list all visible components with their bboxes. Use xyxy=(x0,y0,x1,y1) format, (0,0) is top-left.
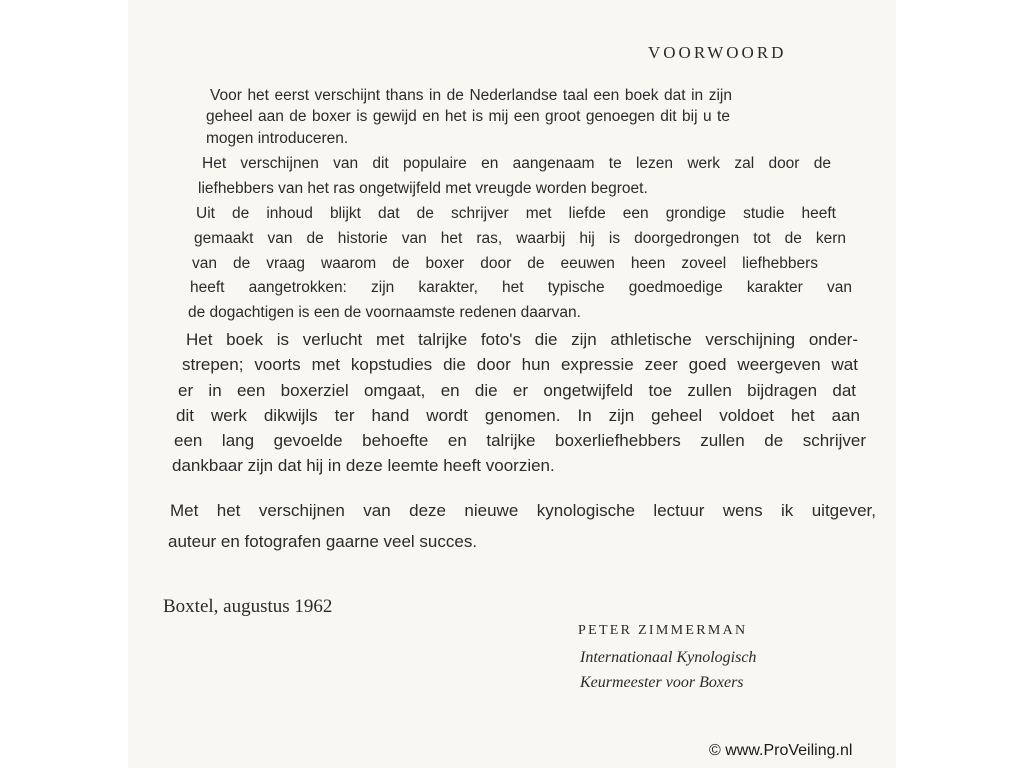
foreword-line: er in een boxerziel omgaat, en die er ongetwijfeld toe zullen bijdragen dat xyxy=(178,381,856,400)
foreword-line: mogen introduceren. xyxy=(206,130,349,147)
watermark: © www.ProVeiling.nl xyxy=(709,742,853,759)
page-heading: VOORWOORD xyxy=(648,43,787,62)
foreword-line: dankbaar zijn dat hij in deze leemte heeft voorzien. xyxy=(172,456,555,475)
author-name: PETER ZIMMERMAN xyxy=(578,623,748,638)
foreword-line: Het boek is verlucht met talrijke foto's die zijn athletische verschijning onder- xyxy=(186,330,858,349)
foreword-line: Met het verschijnen van deze nieuwe kynologische lectuur wens ik uitgever, xyxy=(170,501,876,520)
author-role-line-2: Keurmeester voor Boxers xyxy=(580,674,744,691)
foreword-line: gemaakt van de historie van het ras, waarbij hij is doorgedrongen tot de kern xyxy=(194,230,846,247)
author-role-line-1: Internationaal Kynologisch xyxy=(580,649,757,666)
foreword-line: de dogachtigen is een de voornaamste redenen daarvan. xyxy=(188,304,581,321)
foreword-line: dit werk dikwijls ter hand wordt genomen. In zijn geheel voldoet het aan xyxy=(176,406,860,425)
foreword-line: Het verschijnen van dit populaire en aangenaam te lezen werk zal door de xyxy=(202,155,831,172)
foreword-line: auteur en fotografen gaarne veel succes. xyxy=(168,532,478,551)
foreword-line: geheel aan de boxer is gewijd en het is mij een groot genoegen dit bij u te xyxy=(206,108,730,125)
place-date: Boxtel, augustus 1962 xyxy=(163,596,333,617)
foreword-line: Uit de inhoud blijkt dat de schrijver met liefde een grondige studie heeft xyxy=(196,205,836,222)
foreword-line: liefhebbers van het ras ongetwijfeld met vreugde worden begroet. xyxy=(198,180,648,197)
foreword-line: strepen; voorts met kopstudies die door hun expressie zeer goed weergeven wat xyxy=(182,355,858,374)
foreword-line: Voor het eerst verschijnt thans in de Nederlandse taal een boek dat in zijn xyxy=(210,87,732,104)
foreword-line: een lang gevoelde behoefte en talrijke boxerliefhebbers zullen de schrijver xyxy=(174,431,866,450)
foreword-line: van de vraag waarom de boxer door de eeuwen heen zoveel liefhebbers xyxy=(192,255,818,272)
foreword-line: heeft aangetrokken: zijn karakter, het typische goedmoedige karakter van xyxy=(190,279,852,296)
